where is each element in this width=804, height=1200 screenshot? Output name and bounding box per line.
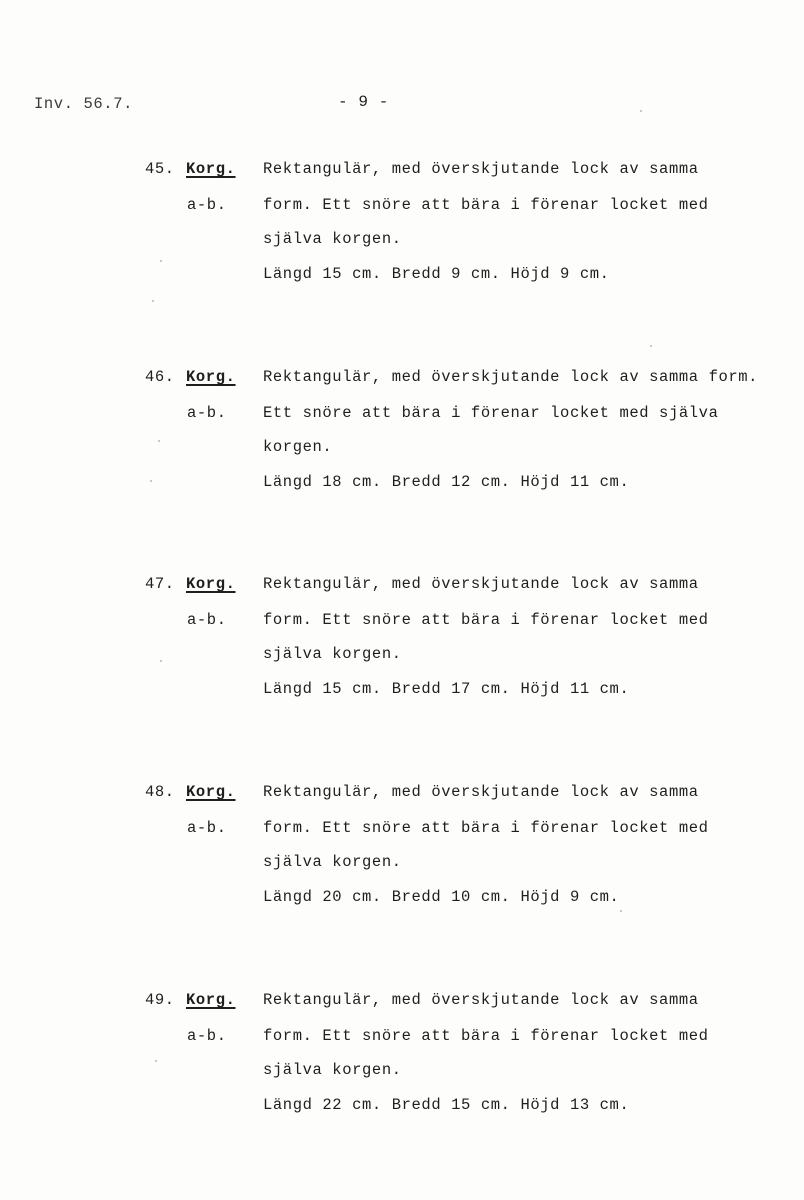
entry-number: 46. xyxy=(145,368,175,386)
entry-description-line: själva korgen. xyxy=(263,853,402,871)
entry-subparts: a-b. xyxy=(187,404,227,422)
entry-description-line: själva korgen. xyxy=(263,230,402,248)
entry-title: Korg. xyxy=(186,160,236,178)
scan-speck xyxy=(620,910,622,912)
entry-title: Korg. xyxy=(186,368,236,386)
entry-description-line: Rektangulär, med överskjutande lock av samma xyxy=(263,575,699,593)
entry-dimensions: Längd 22 cm. Bredd 15 cm. Höjd 13 cm. xyxy=(263,1096,630,1114)
scan-speck xyxy=(150,480,152,482)
entry-subparts: a-b. xyxy=(187,819,227,837)
scan-speck xyxy=(650,345,652,347)
entry-number: 49. xyxy=(145,991,175,1009)
entry-number: 48. xyxy=(145,783,175,801)
catalog-entry-45 xyxy=(0,160,804,320)
entry-description-line: Rektangulär, med överskjutande lock av samma xyxy=(263,783,699,801)
catalog-entry-49 xyxy=(0,991,804,1151)
scan-speck xyxy=(158,440,160,442)
entry-description-line: form. Ett snöre att bära i förenar locket med xyxy=(263,819,709,837)
entry-title: Korg. xyxy=(186,783,236,801)
scan-speck xyxy=(160,660,162,662)
entry-description-line: Rektangulär, med överskjutande lock av samma form. xyxy=(263,368,759,386)
entry-dimensions: Längd 15 cm. Bredd 9 cm. Höjd 9 cm. xyxy=(263,265,610,283)
catalog-entry-46 xyxy=(0,368,804,528)
entry-description-line: form. Ett snöre att bära i förenar locket med xyxy=(263,196,709,214)
entry-subparts: a-b. xyxy=(187,611,227,629)
entry-description-line: form. Ett snöre att bära i förenar locket med xyxy=(263,611,709,629)
entry-title: Korg. xyxy=(186,991,236,1009)
entry-number: 45. xyxy=(145,160,175,178)
entry-subparts: a-b. xyxy=(187,196,227,214)
entry-description-line: form. Ett snöre att bära i förenar locket med xyxy=(263,1027,709,1045)
scan-speck xyxy=(155,1060,157,1062)
entry-description-line: själva korgen. xyxy=(263,1061,402,1079)
scan-speck xyxy=(640,110,642,112)
entry-dimensions: Längd 15 cm. Bredd 17 cm. Höjd 11 cm. xyxy=(263,680,630,698)
entry-subparts: a-b. xyxy=(187,1027,227,1045)
entry-title: Korg. xyxy=(186,575,236,593)
inventory-number: Inv. 56.7. xyxy=(34,95,134,113)
catalog-entry-47 xyxy=(0,575,804,735)
scan-speck xyxy=(160,260,162,262)
entry-dimensions: Längd 18 cm. Bredd 12 cm. Höjd 11 cm. xyxy=(263,473,630,491)
entry-description-line: Rektangulär, med överskjutande lock av samma xyxy=(263,160,699,178)
scan-speck xyxy=(152,300,154,302)
entry-description-line: själva korgen. xyxy=(263,645,402,663)
page-number: - 9 - xyxy=(338,93,390,111)
entry-description-line: korgen. xyxy=(263,438,333,456)
catalog-entry-48 xyxy=(0,783,804,943)
entry-number: 47. xyxy=(145,575,175,593)
entry-description-line: Rektangulär, med överskjutande lock av samma xyxy=(263,991,699,1009)
entry-dimensions: Längd 20 cm. Bredd 10 cm. Höjd 9 cm. xyxy=(263,888,620,906)
entry-description-line: Ett snöre att bära i förenar locket med själva xyxy=(263,404,719,422)
